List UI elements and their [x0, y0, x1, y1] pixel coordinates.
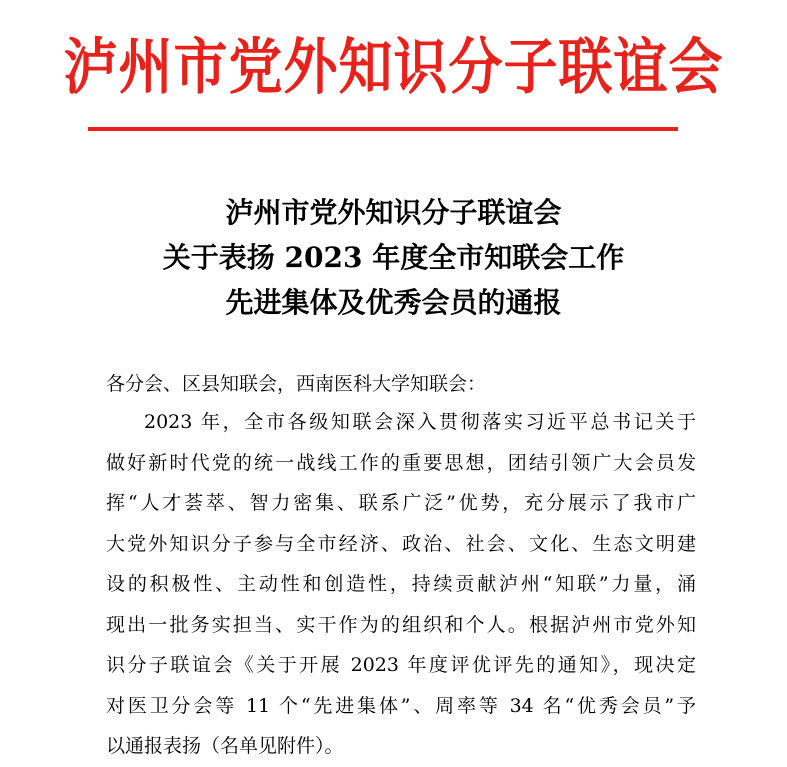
paragraph-line: 对医卫分会等 11 个“先进集体”、周率等 34 名“优秀会员”予	[106, 694, 696, 717]
paragraph-line: 大党外知识分子参与全市经济、政治、社会、文化、生态文明建	[106, 532, 696, 555]
title-line: 关于表扬 2023 年度全市知联会工作	[162, 241, 625, 274]
paragraph-line: 现出一批务实担当、实干作为的组织和个人。根据泸州市党外知	[106, 613, 696, 636]
paragraph-line: 做好新时代党的统一战线工作的重要思想，团结引领广大会员发	[106, 451, 696, 474]
paragraph-line: 设的积极性、主动性和创造性，持续贡献泸州“知联”力量，涌	[106, 573, 696, 595]
org-letterhead: 泸州市党外知识分子联谊会	[63, 30, 724, 102]
salutation: 各分会、区县知联会，西南医科大学知联会：	[106, 373, 487, 395]
title-line: 泸州市党外知识分子联谊会	[225, 196, 562, 229]
document-body	[106, 366, 696, 767]
title-line: 先进集体及优秀会员的通报	[225, 286, 562, 319]
paragraph-line: 挥“人才荟萃、智力密集、联系广泛”优势，充分展示了我市广	[106, 492, 696, 514]
paragraph-line: 以通报表扬（名单见附件）。	[106, 735, 344, 757]
letterhead-red-rule	[88, 127, 678, 131]
paragraph-line: 2023 年，全市各级知联会深入贯彻落实习近平总书记关于	[144, 411, 696, 433]
document-title	[0, 190, 787, 325]
paragraph-line: 识分子联谊会《关于开展 2023 年度评优评先的通知》，现决定	[106, 654, 696, 676]
